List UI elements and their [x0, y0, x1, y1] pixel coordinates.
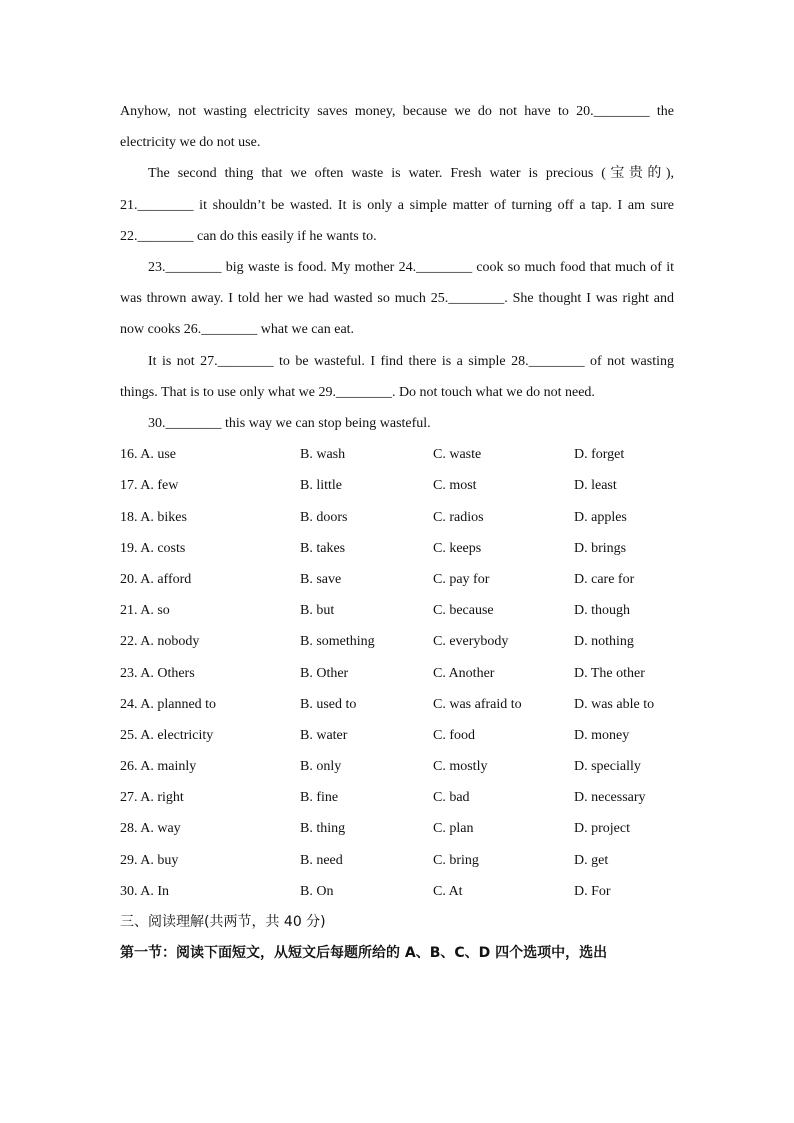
- section-title: 三、阅读理解(共两节，共 40 分): [120, 914, 326, 931]
- option-choice: C. plan: [433, 821, 474, 837]
- option-row: [120, 782, 674, 813]
- option-choice: 16. A. use: [120, 447, 176, 463]
- option-choice: 27. A. right: [120, 790, 184, 806]
- option-choice: D. For: [574, 883, 611, 899]
- answer-options: [120, 439, 674, 907]
- cloze-passage: [120, 96, 674, 439]
- option-row: [120, 689, 674, 720]
- option-choice: C. keeps: [433, 540, 482, 556]
- option-row: [120, 564, 674, 595]
- option-choice: C. bad: [433, 790, 470, 806]
- option-choice: B. water: [300, 727, 348, 743]
- section-instruction: 第一节：阅读下面短文，从短文后每题所给的 A、B、C、D 四个选项中，选出: [120, 945, 608, 962]
- option-row: [120, 845, 674, 876]
- option-choice: B. little: [300, 478, 342, 494]
- option-choice: 22. A. nobody: [120, 634, 200, 650]
- option-row: [120, 533, 674, 564]
- option-choice: C. pay for: [433, 571, 490, 587]
- passage-paragraph: Anyhow, not wasting electricity saves money, because we do not have to 20.________ the electricity we do not use.: [120, 104, 674, 151]
- option-row: [120, 751, 674, 782]
- option-choice: 21. A. so: [120, 603, 170, 619]
- option-row: [120, 876, 674, 907]
- option-choice: B. need: [300, 852, 343, 868]
- option-choice: 26. A. mainly: [120, 759, 197, 775]
- option-choice: 30. A. In: [120, 883, 169, 899]
- option-choice: B. On: [300, 883, 334, 899]
- option-choice: 25. A. electricity: [120, 727, 214, 743]
- option-choice: 19. A. costs: [120, 540, 186, 556]
- passage-paragraph: 30.________ this way we can stop being wasteful.: [148, 416, 431, 432]
- option-choice: 28. A. way: [120, 821, 181, 837]
- option-choice: D. money: [574, 727, 630, 743]
- option-row: [120, 720, 674, 751]
- option-choice: B. but: [300, 603, 335, 619]
- option-choice: D. care for: [574, 571, 635, 587]
- option-choice: B. thing: [300, 821, 346, 837]
- option-choice: D. forget: [574, 447, 625, 463]
- option-choice: B. fine: [300, 790, 339, 806]
- option-choice: D. apples: [574, 509, 627, 525]
- option-choice: B. Other: [300, 665, 349, 681]
- option-row: [120, 658, 674, 689]
- option-choice: 18. A. bikes: [120, 509, 187, 525]
- option-choice: D. specially: [574, 759, 641, 775]
- option-choice: D. least: [574, 478, 617, 494]
- option-choice: D. The other: [574, 665, 645, 681]
- option-choice: C. food: [433, 727, 475, 743]
- option-choice: 23. A. Others: [120, 665, 195, 681]
- passage-paragraph: It is not 27.________ to be wasteful. I find there is a simple 28.________ of not wasting things. That is to use only what we 29.________. Do not touch what we do not need.: [120, 353, 674, 400]
- option-choice: 20. A. afford: [120, 571, 192, 587]
- option-choice: B. used to: [300, 696, 357, 712]
- option-row: [120, 439, 674, 470]
- option-row: [120, 813, 674, 844]
- option-choice: D. brings: [574, 540, 627, 556]
- option-choice: B. only: [300, 759, 342, 775]
- option-choice: C. Another: [433, 665, 495, 681]
- option-choice: D. was able to: [574, 696, 655, 712]
- option-choice: C. because: [433, 603, 494, 619]
- option-choice: C. At: [433, 883, 463, 899]
- passage-paragraph: The second thing that we often waste is water. Fresh water is precious (宝贵的), 21.________ it shouldn’t be wasted. It is only a simple matter of turning off a tap. I am sure 22.________ can do this easily if he wants to.: [120, 166, 674, 244]
- option-choice: 29. A. buy: [120, 852, 179, 868]
- option-choice: C. most: [433, 478, 477, 494]
- option-choice: B. doors: [300, 509, 348, 525]
- option-row: [120, 626, 674, 657]
- option-choice: 24. A. planned to: [120, 696, 217, 712]
- option-choice: B. something: [300, 634, 375, 650]
- option-choice: B. wash: [300, 447, 346, 463]
- option-choice: D. project: [574, 821, 630, 837]
- option-choice: C. bring: [433, 852, 479, 868]
- option-choice: D. nothing: [574, 634, 634, 650]
- option-choice: D. get: [574, 852, 609, 868]
- option-choice: 17. A. few: [120, 478, 179, 494]
- option-choice: C. was afraid to: [433, 696, 522, 712]
- option-choice: C. radios: [433, 509, 484, 525]
- option-choice: C. waste: [433, 447, 482, 463]
- option-choice: C. everybody: [433, 634, 509, 650]
- passage-paragraph: 23.________ big waste is food. My mother 24.________ cook so much food that much of it was thrown away. I told her we had wasted so much 25.________. She thought I was right and now cooks 26.________ what we can eat.: [120, 260, 674, 338]
- document-page: [120, 96, 674, 969]
- option-row: [120, 595, 674, 626]
- option-choice: B. takes: [300, 540, 346, 556]
- option-choice: D. though: [574, 603, 630, 619]
- option-choice: C. mostly: [433, 759, 488, 775]
- option-choice: B. save: [300, 571, 342, 587]
- option-choice: D. necessary: [574, 790, 646, 806]
- option-row: [120, 470, 674, 501]
- option-row: [120, 502, 674, 533]
